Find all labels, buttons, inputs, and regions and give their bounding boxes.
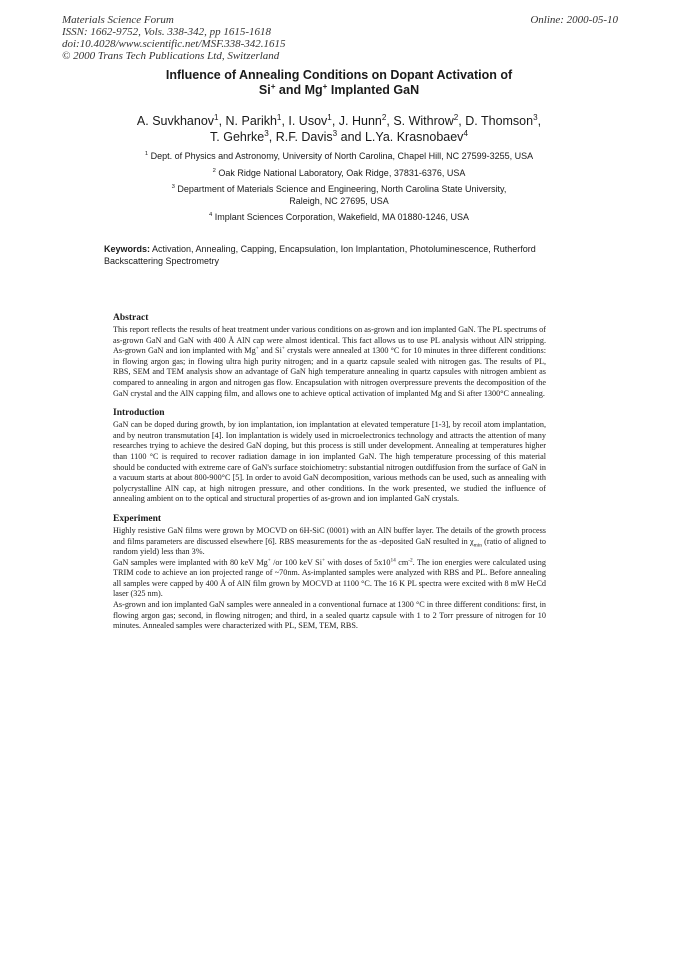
journal-header: [62, 14, 618, 62]
abstract-text: This report reflects the results of heat treatment under various conditions on as-grown and ion implanted GaN. The PL spectrums of as-grown GaN and GaN with 400 Å AlN cap were almost identical. This fact allows us to use PL analysis without AlN stripping. As-grown GaN and ion implanted with Mg+ and Si+ crystals were annealed at 1300 °C for 10 minutes in three different conditions: in flowing argon gas; in flowing ultra high purity nitrogen; and in a quartz capsule sealed with nitrogen gas. The results of PL, RBS, SEM and TEM analysis show an advantage of GaN high temperature annealing in quartz capsules with nitrogen ambient as compared to annealing in argon and nitrogen gas flow. Encapsulation with nitrogen overpressure prevents the decomposition of the GaN crystal and the AlN capping film, and allows one to achieve optical activation of implanted Mg and Si after 1300°C annealing.: [113, 325, 546, 398]
author: S. Withrow: [393, 114, 454, 128]
affiliation-3: $^3$ Department of Materials Science and Engineering, North Carolina State University, Raleigh, NC 27695, USA: [171, 184, 507, 206]
experiment-text-3: As-grown and ion implanted GaN samples were annealed in a conventional furnace at 1300 °C in three different conditions: first, in flowing argon gas; second, in flowing nitrogen; and third, in a sealed quartz capsule with 1 to 2 Torr pressure of nitrogen for 10 minutes. Annealed samples were characterized with PL, SEM, TEM, RBS.: [113, 600, 546, 631]
title-line-1: Influence of Annealing Conditions on Dopant Activation of: [165, 68, 513, 82]
affiliation-2: $^2$ Oak Ridge National Laboratory, Oak Ridge, 37831-6376, USA: [212, 167, 466, 178]
keywords: [104, 244, 574, 267]
keywords-label: Keywords:: [104, 244, 151, 254]
author: D. Thomson: [465, 114, 534, 128]
author: J. Hunn: [338, 114, 382, 128]
author: A. Suvkhanov: [136, 114, 215, 128]
affiliations: [60, 151, 618, 229]
experiment-section: [113, 513, 546, 632]
copyright-line: © 2000 Trans Tech Publications Ltd, Switzerland: [62, 50, 280, 62]
author: T. Gehrke: [210, 130, 265, 144]
abstract-heading: Abstract: [113, 313, 149, 323]
introduction-section: [113, 407, 546, 505]
affiliation-4: $^4$ Implant Sciences Corporation, Wakefield, MA 01880-1246, USA: [208, 212, 470, 222]
journal-name: Materials Science Forum: [62, 14, 174, 26]
paper-body: [113, 312, 546, 640]
author: I. Usov: [288, 114, 328, 128]
paper-title: [60, 68, 618, 98]
abstract-section: [113, 312, 546, 399]
introduction-text: GaN can be doped during growth, by ion implantation, ion implantation at elevated temperature [1-3], by recoil atom implantation, and by neutron transmutation [4]. Ion implantation is widely used in microelectronics technology and attracts the attention of many researches trying to achieve the desired GaN doping, but this process is still under development. Annealing at temperatures higher than 1100 °C is required to recover radiation damage in ion implanted GaN. The high temperature processing of this material should be conducted with extreme care of GaN's surface stoichiometry: substantial nitrogen outdiffusion from the surface of GaN in a vacuum starts at about 800-900°C [5]. In order to avoid GaN decomposition, various methods can be used, such as annealing with polycrystalline AlN cap, at high nitrogen pressure, and other conditions. In the work presented, we studied the influence of annealing ambient on to the optical and structural properties of as-grown and ion implanted GaN crystals.: [113, 420, 546, 504]
keywords-text: Activation, Annealing, Capping, Encapsulation, Ion Implantation, Photoluminescence, Rutherford Backscattering Spectrometry: [104, 244, 536, 266]
affiliation-1: $^1$ Dept. of Physics and Astronomy, University of North Carolina, Chapel Hill, NC 27599-3255, USA: [144, 151, 534, 161]
author: L.Ya. Krasnobaev: [364, 130, 464, 144]
experiment-text-2: GaN samples were implanted with 80 keV Mg+ /or 100 keV Si+ with doses of $5x10^{14}$ $cm^{-2}$. The ion energies were calculated using TRIM code to achieve an ion projected range of ~70nm. As-implanted samples were analyzed with RBS and PL. Before annealing all samples were capped by 400 Å of AlN film grown by MOCVD at 1100 °C. The 16 K PL spectra were excited with 8 mW HeCd laser (325 nm).: [113, 556, 546, 599]
experiment-text-1: Highly resistive GaN films were grown by MOCVD on 6H-SiC (0001) with an AlN buffer layer. The details of the growth process and films parameters are discussed elsewhere [6]. RBS measurements for the as -deposited GaN resulted in $\chi_{min}$ (ratio of aligned to random yield) less than 3%.: [113, 525, 546, 557]
experiment-heading: Experiment: [113, 513, 162, 524]
title-line-2: Si+ and Mg+ Implanted GaN: [258, 81, 420, 97]
online-date: Online: 2000-05-10: [530, 14, 618, 26]
doi-line: doi:10.4028/www.scientific.net/MSF.338-342.1615: [62, 38, 286, 50]
issn-line: ISSN: 1662-9752, Vols. 338-342, pp 1615-1618: [62, 26, 271, 38]
author-line-1: A. Suvkhanov$^1$, N. Parikh$^1$, I. Usov$^1$, J. Hunn$^2$, S. Withrow$^2$, D. Thomson$^3$,: [136, 112, 542, 128]
author-list: [60, 113, 618, 145]
author: R.F. Davis: [275, 130, 333, 144]
author-line-2: T. Gehrke$^3$, R.F. Davis$^3$ and L.Ya. Krasnobaev$^4$: [210, 128, 468, 144]
introduction-heading: Introduction: [113, 408, 165, 419]
author: N. Parikh: [225, 114, 277, 128]
